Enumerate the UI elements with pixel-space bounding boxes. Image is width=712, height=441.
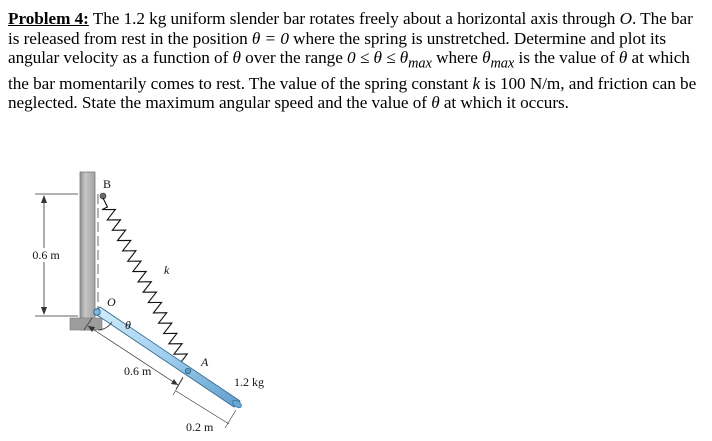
wall-height-label: 0.6 m — [32, 248, 60, 262]
theta-max-base: θ — [482, 48, 491, 67]
pivot-O — [94, 309, 101, 316]
theta-max-subscript-2: max — [490, 55, 515, 72]
problem-text-seg9: at which it occurs. — [439, 93, 569, 113]
slender-bar — [94, 307, 243, 409]
problem-text-seg3: where the spring is unstretched. Determine and plot its angular velocity as a function of — [8, 28, 667, 67]
spring-constant-symbol: k — [472, 73, 481, 93]
problem-label: Problem 4: — [8, 9, 89, 28]
problem-text-seg6: is the value of — [514, 48, 619, 67]
bar-extension-label: 0.2 m — [186, 420, 214, 434]
label-O: O — [107, 295, 116, 309]
problem-text-seg5: where — [431, 48, 483, 67]
problem-text-seg7: at which the bar momentarily comes to rest. The value of the spring constant — [8, 48, 690, 93]
label-theta: θ — [125, 318, 131, 332]
axis-symbol: O — [619, 9, 632, 28]
problem-text-seg1: The 1.2 kg uniform slender bar rotates freely about a horizontal axis through — [88, 9, 620, 28]
label-A: A — [201, 355, 209, 369]
range-expression: 0 ≤ θ ≤ θ — [347, 48, 409, 67]
problem-text-seg2: . The bar is released from rest in the position — [8, 9, 693, 48]
wall-base — [70, 318, 102, 330]
wall — [80, 172, 95, 330]
label-B: B — [103, 177, 112, 191]
theta-symbol-2: θ — [618, 48, 628, 67]
theta-symbol-1: θ — [232, 48, 241, 67]
label-k: k — [164, 263, 170, 277]
problem-text-seg8: is 100 N/m, and friction can be neglected. State the maximum angular speed and the value of — [8, 73, 697, 113]
mass-label: 1.2 kg — [234, 375, 264, 389]
theta-max-subscript-1: max — [408, 55, 432, 72]
theta-symbol-3: θ — [431, 93, 440, 113]
point-A — [185, 368, 191, 374]
problem-text-seg4: over the range — [240, 48, 348, 67]
theta-eq-zero: θ = 0 — [251, 28, 289, 48]
bar-OA-label: 0.6 m — [124, 364, 152, 378]
